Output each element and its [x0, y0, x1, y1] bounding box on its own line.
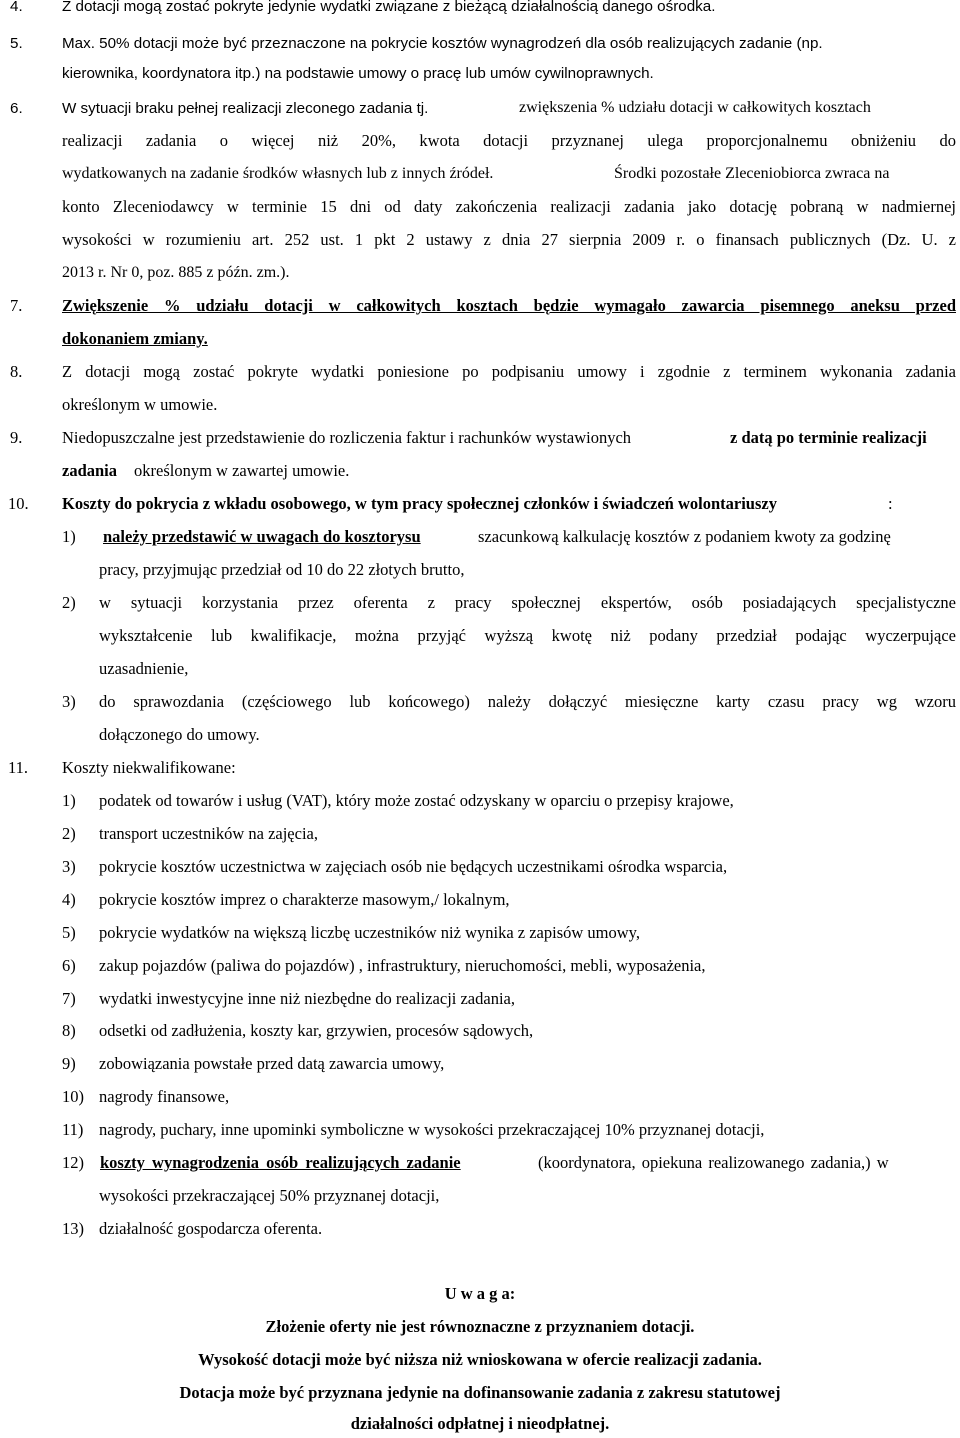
note-line: Wysokość dotacji może być niższa niż wnioskowana w ofercie realizacji zadania.: [198, 1350, 762, 1369]
subitem-line: pracy, przyjmując przedział od 10 do 22 złotych brutto,: [99, 560, 465, 579]
item-number: 11.: [8, 758, 29, 777]
subitem-line: uzasadnienie,: [99, 659, 189, 678]
list-item: wydatki inwestycyjne inne niż niezbędne do realizacji zadania,: [99, 989, 515, 1008]
subitem-line: do sprawozdania (częściowego lub końcowego) należy dołączyć miesięczne karty czasu pracy wg wzoru: [99, 692, 956, 711]
paragraph-9-bold: z datą po terminie realizacji: [730, 428, 927, 447]
list-item: nagrody, puchary, inne upominki symboliczne w wysokości przekraczającej 10% przyznanej dotacji,: [99, 1120, 765, 1139]
paragraph-8-line: określonym w umowie.: [62, 395, 218, 414]
subitem-line: szacunkową kalkulację kosztów z podaniem kwoty za godzinę: [478, 527, 891, 546]
subitem-line: w sytuacji korzystania przez oferenta z pracy społecznej ekspertów, osób posiadających specjalistyczne: [99, 593, 956, 612]
paragraph-7-line: Zwiększenie % udziału dotacji w całkowitych kosztach będzie wymagało zawarcia pisemnego aneksu przed: [62, 296, 956, 315]
subitem-line: wykształcenie lub kwalifikacje, można przyjąć wyższą kwotę niż podany przedział podając wyczerpujące: [99, 626, 956, 645]
list-item: wysokości przekraczającej 50% przyznanej dotacji,: [99, 1186, 440, 1205]
item-number: 7.: [10, 296, 23, 315]
paragraph-9-bold: zadania: [62, 461, 118, 480]
list-item: zakup pojazdów (paliwa do pojazdów) , infrastruktury, nieruchomości, mebli, wyposażenia,: [99, 956, 706, 975]
item-number: 9.: [10, 428, 23, 447]
paragraph-10-heading-colon: :: [888, 494, 893, 513]
subitem-number: 5): [62, 923, 76, 942]
list-item: pokrycie kosztów uczestnictwa w zajęciach osób nie będących uczestnikami ośrodka wsparcia,: [99, 857, 728, 876]
list-item: podatek od towarów i usług (VAT), który może zostać odzyskany w oparciu o przepisy krajowe,: [99, 791, 734, 810]
note-line: działalności odpłatnej i nieodpłatnej.: [350, 1414, 610, 1433]
list-item: pokrycie kosztów imprez o charakterze masowym,/ lokalnym,: [99, 890, 510, 909]
paragraph-6-line: realizacji zadania o więcej niż 20%, kwota dotacji przyznanej ulega proporcjonalnemu obniżeniu do: [62, 131, 956, 150]
list-item: zobowiązania powstałe przed datą zawarcia umowy,: [99, 1054, 445, 1073]
subitem-number: 12): [62, 1153, 84, 1172]
paragraph-9-line: określonym w zawartej umowie.: [134, 461, 350, 480]
paragraph-9-line: Niedopuszczalne jest przedstawienie do rozliczenia faktur i rachunków wystawionych: [62, 428, 632, 447]
list-item: transport uczestników na zajęcia,: [99, 824, 318, 843]
note-title: U w a g a:: [444, 1284, 516, 1303]
paragraph-8-line: Z dotacji mogą zostać pokryte wydatki poniesione po podpisaniu umowy i zgodnie z terminem wykonania zadania: [62, 362, 956, 381]
paragraph-5-line: kierownika, koordynatora itp.) na podstawie umowy o pracę lub umów cywilnoprawnych.: [62, 65, 654, 82]
paragraph-6-line: Środki pozostałe Zleceniobiorca zwraca na: [614, 165, 890, 182]
note-line: Dotacja może być przyznana jedynie na dofinansowanie zadania z zakresu statutowej: [179, 1383, 781, 1402]
paragraph-4-text: Z dotacji mogą zostać pokryte jedynie wydatki związane z bieżącą działalnością danego ośrodka.: [62, 0, 716, 15]
paragraph-6-line: W sytuacji braku pełnej realizacji zleconego zadania tj.: [62, 100, 429, 117]
paragraph-6-line: wydatkowanych na zadanie środków własnych lub z innych źródeł.: [62, 165, 494, 182]
item-number: 6.: [10, 100, 23, 117]
paragraph-7-line: dokonaniem zmiany.: [62, 329, 208, 348]
paragraph-6-line: zwiększenia % udziału dotacji w całkowitych kosztach: [519, 99, 871, 116]
list-item: nagrody finansowe,: [99, 1087, 230, 1106]
paragraph-5-line: Max. 50% dotacji może być przeznaczone na pokrycie kosztów wynagrodzeń dla osób realizujących zadanie (np.: [62, 35, 823, 52]
subitem-number: 2): [62, 824, 76, 843]
note-line: Złożenie oferty nie jest równoznaczne z przyznaniem dotacji.: [265, 1317, 695, 1336]
subitem-number: 2): [62, 593, 76, 612]
list-item: (koordynatora, opiekuna realizowanego zadania,) w: [538, 1153, 889, 1172]
subitem-number: 13): [62, 1219, 84, 1238]
paragraph-6-line: wysokości w rozumieniu art. 252 ust. 1 pkt 2 ustawy z dnia 27 sierpnia 2009 r. o finansach publicznych (Dz. U. z: [62, 230, 956, 249]
subitem-number: 8): [62, 1021, 76, 1040]
subitem-number: 9): [62, 1054, 76, 1073]
subitem-number: 11): [62, 1120, 84, 1139]
paragraph-10-heading: Koszty do pokrycia z wkładu osobowego, w tym pracy społecznej członków i świadczeń wolontariuszy: [62, 494, 777, 513]
item-number: 8.: [10, 362, 23, 381]
paragraph-6-line: 2013 r. Nr 0, poz. 885 z późn. zm.).: [62, 264, 290, 281]
item-number: 5.: [10, 35, 23, 52]
list-item-emphasis: koszty wynagrodzenia osób realizujących zadanie: [100, 1153, 461, 1172]
list-item: działalność gospodarcza oferenta.: [99, 1219, 323, 1238]
item-number: 4.: [10, 0, 23, 15]
subitem-number: 6): [62, 956, 76, 975]
list-item: pokrycie wydatków na większą liczbę uczestników niż wynika z zapisów umowy,: [99, 923, 640, 942]
subitem-emphasis: należy przedstawić w uwagach do kosztorysu: [103, 527, 421, 546]
subitem-number: 4): [62, 890, 76, 909]
subitem-number: 10): [62, 1087, 84, 1106]
subitem-number: 7): [62, 989, 76, 1008]
subitem-number: 1): [62, 791, 76, 810]
subitem-number: 3): [62, 857, 76, 876]
subitem-line: dołączonego do umowy.: [99, 725, 260, 744]
subitem-number: 1): [62, 527, 76, 546]
paragraph-6-line: konto Zleceniodawcy w terminie 15 dni od daty zakończenia realizacji zadania jako dotację pobraną w nadmiernej: [62, 197, 956, 216]
item-number: 10.: [8, 494, 29, 513]
subitem-number: 3): [62, 692, 76, 711]
paragraph-11-heading: Koszty niekwalifikowane:: [62, 758, 236, 777]
list-item: odsetki od zadłużenia, koszty kar, grzywien, procesów sądowych,: [99, 1021, 534, 1040]
